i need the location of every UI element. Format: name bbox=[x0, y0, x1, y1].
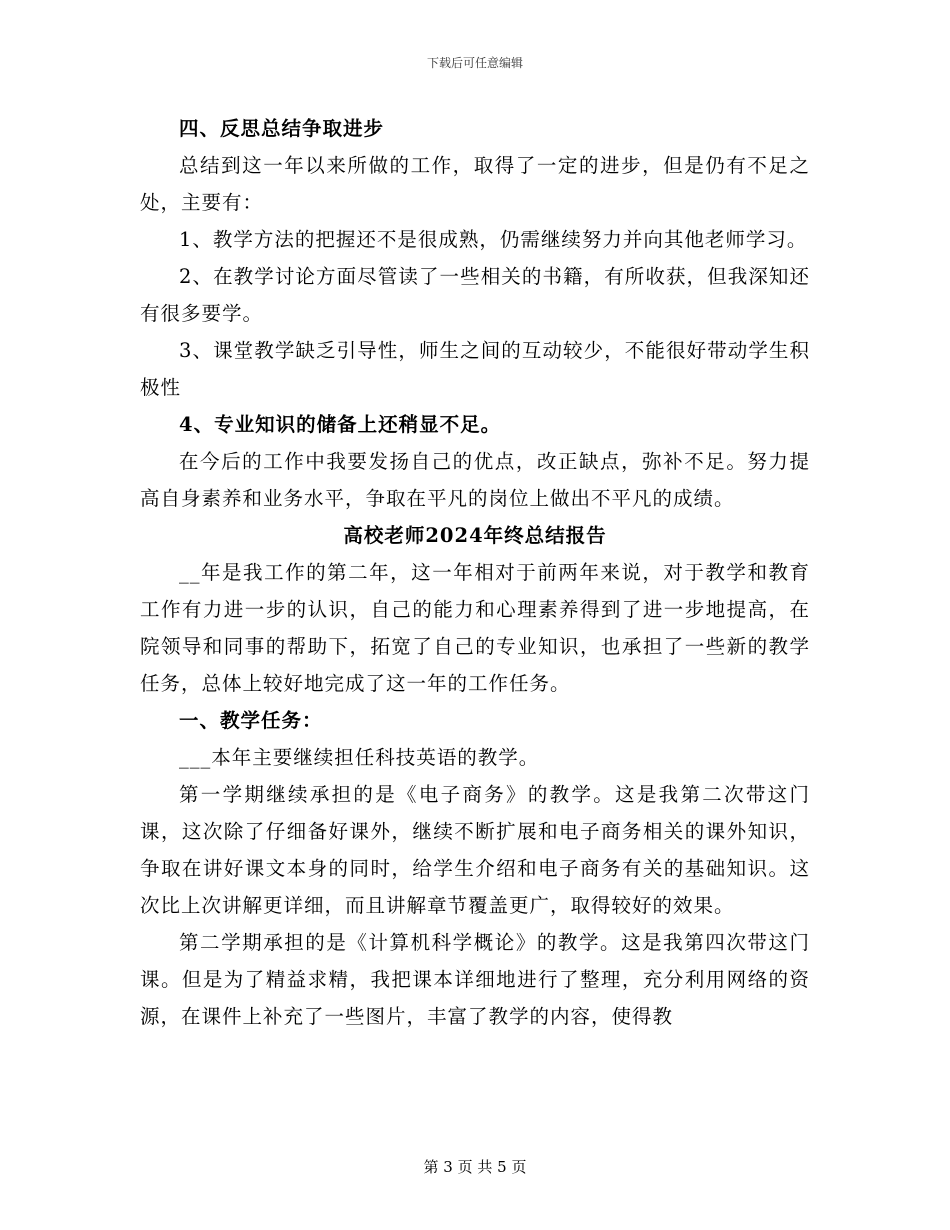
paragraph: __年是我工作的第二年，这一年相对于前两年来说，对于教学和教育工作有力进一步的认识，自己的能力和心理素养得到了进一步地提高，在院领导和同事的帮助下，拓宽了自己的专业知识，也承担了一些新的教学任务，总体上较好地完成了这一年的工作任务。 bbox=[140, 561, 810, 695]
section-heading-teaching: 一、教学任务： bbox=[179, 709, 323, 732]
page-header: 下载后可任意编辑 bbox=[426, 56, 523, 70]
section-heading-reflection: 四、反思总结争取进步 bbox=[179, 117, 385, 140]
document-title: 高校老师2024年终总结报告 bbox=[343, 524, 607, 547]
page-footer: 第 3 页 共 5 页 bbox=[423, 1158, 527, 1176]
list-item-bold: 4、专业知识的储备上还稍显不足。 bbox=[179, 413, 502, 436]
paragraph: 在今后的工作中我要发扬自己的优点，改正缺点，弥补不足。努力提高自身素养和业务水平，争取在平凡的岗位上做出不平凡的成绩。 bbox=[140, 450, 810, 510]
paragraph: 总结到这一年以来所做的工作，取得了一定的进步，但是仍有不足之处，主要有： bbox=[140, 154, 810, 214]
list-item: 3、课堂教学缺乏引导性，师生之间的互动较少，不能很好带动学生积极性 bbox=[140, 339, 810, 399]
document-body bbox=[140, 110, 810, 1035]
list-item: 1、教学方法的把握还不是很成熟，仍需继续努力并向其他老师学习。 bbox=[179, 228, 808, 251]
paragraph: 第二学期承担的是《计算机科学概论》的教学。这是我第四次带这门课。但是为了精益求精，我把课本详细地进行了整理，充分利用网络的资源，在课件上补充了一些图片，丰富了教学的内容，使得教 bbox=[140, 931, 810, 1028]
list-item: 2、在教学讨论方面尽管读了一些相关的书籍，有所收获，但我深知还有很多要学。 bbox=[140, 265, 810, 325]
paragraph: 第一学期继续承担的是《电子商务》的教学。这是我第二次带这门课，这次除了仔细备好课外，继续不断扩展和电子商务相关的课外知识，争取在讲好课文本身的同时，给学生介绍和电子商务有关的基础知识。这次比上次讲解更详细，而且讲解章节覆盖更广，取得较好的效果。 bbox=[140, 783, 810, 917]
paragraph: ___本年主要继续担任科技英语的教学。 bbox=[179, 746, 540, 769]
